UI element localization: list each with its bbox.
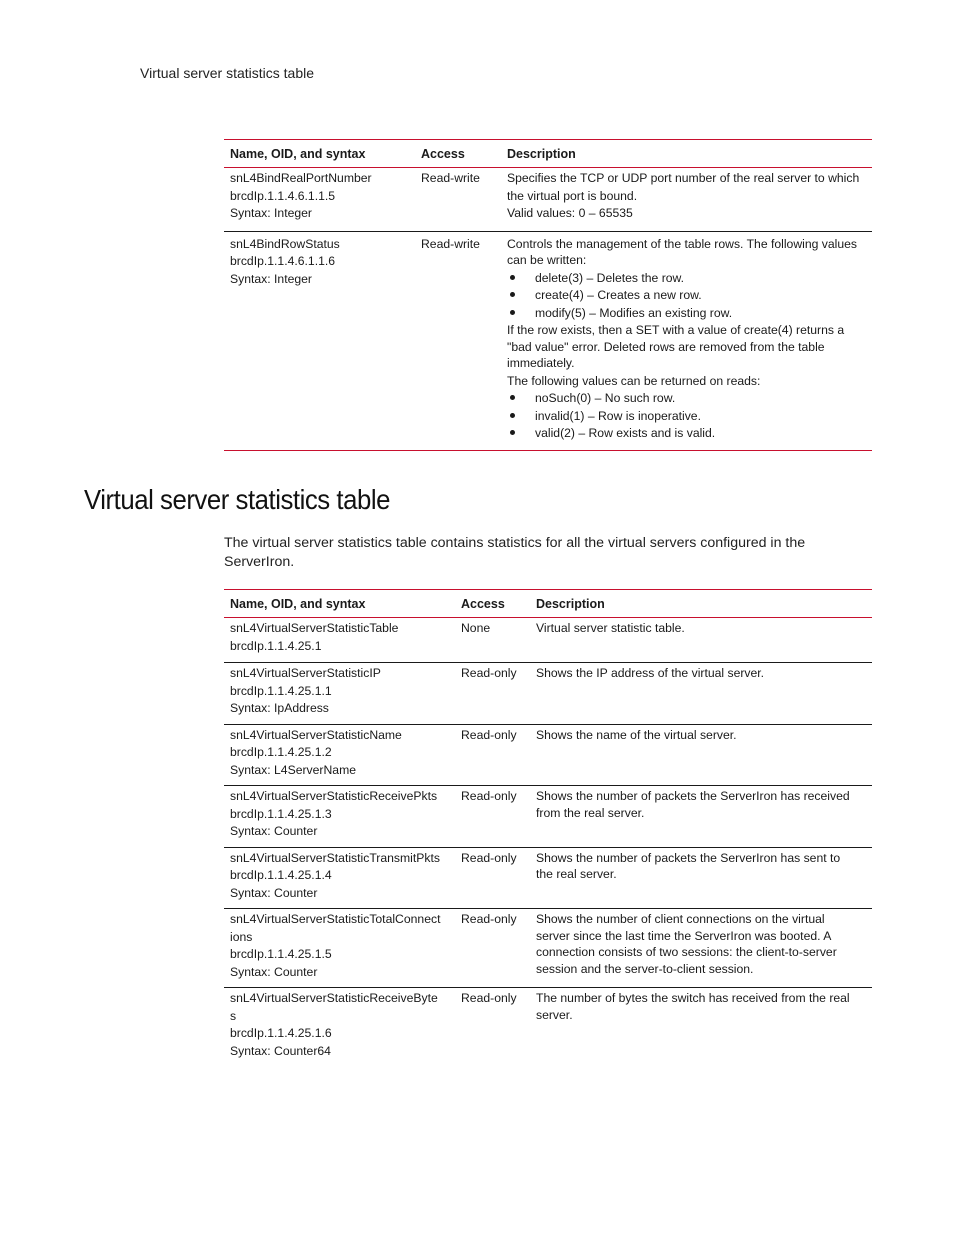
access-value: None	[461, 621, 491, 635]
description-text: the real server.	[536, 867, 617, 881]
column-header-name: Name, OID, and syntax	[224, 140, 415, 168]
object-syntax: Syntax: Integer	[230, 271, 312, 286]
table-row	[224, 618, 872, 663]
object-syntax: Syntax: Counter64	[230, 1043, 331, 1058]
table-row	[224, 663, 872, 725]
description-text: "bad value" error. Deleted rows are removed from the table	[507, 339, 825, 354]
table-row	[224, 724, 872, 786]
object-syntax: Syntax: L4ServerName	[230, 762, 356, 777]
description-text: Virtual server statistic table.	[536, 621, 685, 635]
bullet-icon	[510, 395, 515, 400]
bullet-icon	[510, 413, 515, 418]
table-row	[224, 988, 872, 1067]
description-text: Shows the number of packets the ServerIron has received	[536, 789, 850, 803]
description-text: Specifies the TCP or UDP port number of the real server to which	[507, 171, 860, 185]
column-header-access: Access	[455, 590, 530, 618]
access-value: Read-only	[461, 789, 517, 803]
object-oid: brcdIp.1.1.4.6.1.1.5	[230, 188, 336, 203]
table-row	[224, 786, 872, 848]
description-text: can be written:	[507, 253, 587, 267]
object-oid: brcdIp.1.1.4.25.1.5	[230, 947, 332, 961]
description-text: Shows the name of the virtual server.	[536, 727, 737, 742]
object-name: ions	[230, 929, 253, 944]
object-name: s	[230, 1008, 237, 1023]
description-text: from the real server.	[536, 805, 645, 820]
description-text: server since the last time the ServerIron was booted. A	[536, 928, 832, 943]
object-oid: brcdIp.1.1.4.25.1.4	[230, 868, 332, 882]
bind-port-table	[224, 139, 872, 451]
object-syntax: Syntax: Counter	[230, 824, 318, 838]
column-header-description: Description	[501, 140, 872, 168]
access-value: Read-only	[461, 991, 517, 1005]
table-row	[224, 847, 872, 909]
object-name: snL4VirtualServerStatisticTotalConnect	[230, 912, 441, 926]
bullet-item: invalid(1) – Row is inoperative.	[507, 408, 866, 425]
description-text: If the row exists, then a SET with a value of create(4) returns a	[507, 323, 845, 337]
access-value: Read-only	[461, 850, 517, 865]
bullet-item: noSuch(0) – No such row.	[507, 390, 866, 407]
bullet-icon	[510, 310, 515, 315]
bullet-item: valid(2) – Row exists and is valid.	[507, 425, 866, 442]
object-oid: brcdIp.1.1.4.25.1.6	[230, 1026, 332, 1040]
object-oid: brcdIp.1.1.4.6.1.1.6	[230, 254, 336, 268]
object-name: snL4BindRowStatus	[230, 236, 340, 251]
bullet-icon	[510, 275, 515, 280]
intro-text: The virtual server statistics table contains statistics for all the virtual servers configured in the	[224, 535, 806, 551]
description-text: Shows the IP address of the virtual server.	[536, 666, 765, 680]
object-oid: brcdIp.1.1.4.25.1	[230, 638, 322, 653]
description-text: The number of bytes the switch has received from the real	[536, 991, 850, 1005]
table-row	[224, 909, 872, 988]
description-text: server.	[536, 1007, 573, 1022]
description-text: Shows the number of packets the ServerIron has sent to	[536, 850, 841, 865]
running-header: Virtual server statistics table	[140, 65, 315, 81]
table-header-row	[224, 140, 872, 168]
description-text: the virtual port is bound.	[507, 188, 638, 203]
object-oid: brcdIp.1.1.4.25.1.1	[230, 683, 332, 698]
intro-paragraph	[224, 534, 864, 572]
object-syntax: Syntax: IpAddress	[230, 701, 329, 715]
description-text: Controls the management of the table rows. The following values	[507, 236, 858, 251]
object-name: snL4VirtualServerStatisticIP	[230, 666, 381, 680]
access-value: Read-write	[421, 236, 480, 251]
object-name: snL4VirtualServerStatisticReceivePkts	[230, 789, 438, 803]
section-title: Virtual server statistics table	[84, 484, 390, 515]
access-value: Read-only	[461, 727, 517, 742]
object-name: snL4VirtualServerStatisticTable	[230, 621, 399, 635]
bullet-icon	[510, 292, 515, 297]
description-text: immediately.	[507, 356, 575, 370]
table-header-row	[224, 590, 872, 618]
bullet-item: modify(5) – Modifies an existing row.	[507, 305, 866, 322]
object-oid: brcdIp.1.1.4.25.1.3	[230, 806, 332, 821]
access-value: Read-only	[461, 666, 517, 680]
table-row	[224, 168, 872, 232]
bullet-icon	[510, 430, 515, 435]
description-text: connection consists of two sessions: the client-to-server	[536, 945, 837, 959]
object-name: snL4VirtualServerStatisticTransmitPkts	[230, 850, 440, 865]
object-syntax: Syntax: Counter	[230, 885, 318, 900]
column-header-access: Access	[415, 140, 501, 168]
bullet-item: create(4) – Creates a new row.	[507, 287, 866, 304]
access-value: Read-only	[461, 912, 517, 926]
object-name: snL4VirtualServerStatisticReceiveByte	[230, 991, 438, 1005]
description-text: The following values can be returned on reads:	[507, 373, 761, 388]
column-header-description: Description	[530, 590, 872, 618]
object-syntax: Syntax: Integer	[230, 206, 312, 220]
table-row	[224, 231, 872, 450]
object-oid: brcdIp.1.1.4.25.1.2	[230, 745, 332, 759]
object-syntax: Syntax: Counter	[230, 964, 318, 979]
description-text: session and the server-to-client session.	[536, 961, 754, 976]
object-name: snL4VirtualServerStatisticName	[230, 727, 402, 742]
description-text: Valid values: 0 – 65535	[507, 206, 633, 220]
bullet-item: delete(3) – Deletes the row.	[507, 270, 866, 287]
virtual-server-statistics-table	[224, 589, 872, 1066]
intro-text: ServerIron.	[224, 554, 295, 570]
column-header-name: Name, OID, and syntax	[224, 590, 455, 618]
access-value: Read-write	[421, 171, 480, 185]
description-text: Shows the number of client connections on the virtual	[536, 912, 825, 926]
object-name: snL4BindRealPortNumber	[230, 171, 372, 185]
